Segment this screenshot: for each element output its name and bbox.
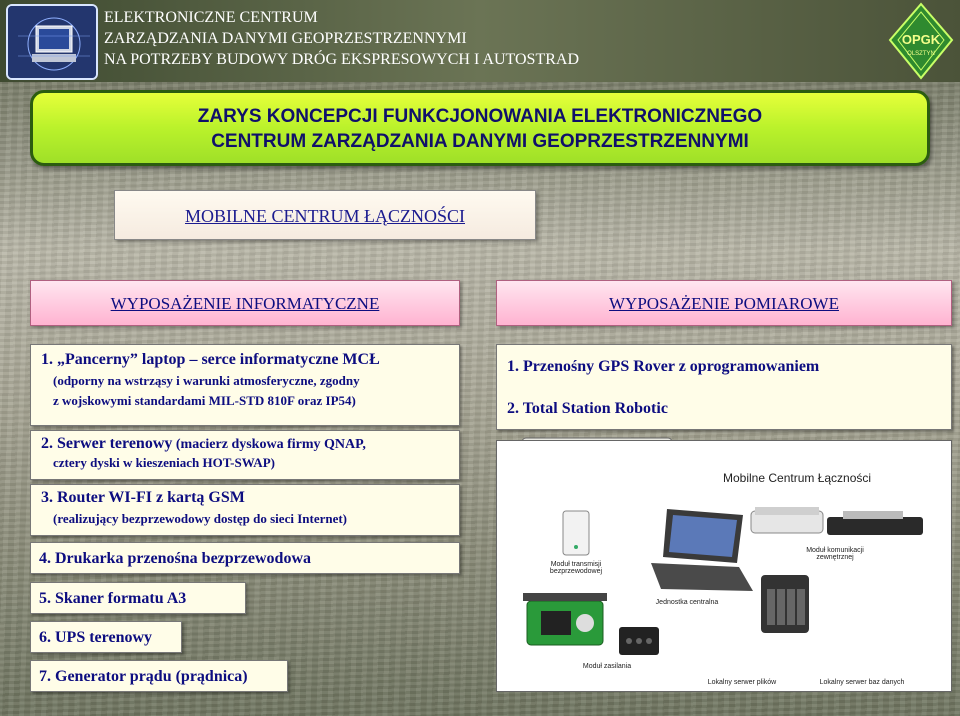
main-title-box — [30, 90, 930, 166]
main-title-line-1: ZARYS KONCEPCJI FUNKCJONOWANIA ELEKTRONICZNEGO — [197, 106, 763, 127]
measurement-list — [496, 344, 952, 430]
it-item-6: 6. UPS terenowy — [30, 621, 182, 653]
computer-logo-icon — [6, 4, 98, 80]
it-item-5: 5. Skaner formatu A3 — [30, 582, 246, 614]
generator-icon — [521, 589, 611, 653]
it-item-3-main: 3. Router WI-FI z kartą GSM — [41, 489, 245, 506]
it-item-3-sub1: (realizujący bezprzewodowy dostęp do sieci Internet) — [53, 511, 348, 526]
header-line-1: ELEKTRONICZNE CENTRUM — [104, 9, 318, 26]
header-line-3: NA POTRZEBY BUDOWY DRÓG EKSPRESOWYCH I AUTOSTRAD — [104, 51, 579, 68]
it-item-1-sub2: z wojskowymi standardami MIL-STD 810F oraz IP54) — [53, 393, 356, 408]
measure-item-1: 1. Przenośny GPS Rover z oprogramowaniem — [507, 358, 820, 375]
it-item-4: 4. Drukarka przenośna bezprzewodowa — [30, 542, 460, 574]
it-item-3 — [30, 484, 460, 536]
it-item-1-main: 1. „Pancerny” laptop – serce informatyczne MCŁ — [41, 351, 380, 368]
header-title — [104, 7, 579, 70]
scanner-icon — [747, 503, 827, 539]
opgk-logo-icon — [886, 2, 956, 80]
main-title-line-2: CENTRUM ZARZĄDZANIA DANYMI GEOPRZESTRZENNYMI — [211, 131, 749, 152]
mobile-center-box: MOBILNE CENTRUM ŁĄCZNOŚCI — [114, 190, 536, 240]
local-files-label: Lokalny serwer plików — [707, 679, 777, 686]
measure-item-2: 2. Total Station Robotic — [507, 400, 668, 417]
it-item-1 — [30, 344, 460, 426]
router-label: Moduł transmisji bezprzewodowej — [549, 561, 603, 575]
local-db-label: Lokalny serwer baz danych — [819, 679, 905, 686]
it-item-2-main-small: (macierz dyskowa firmy QNAP, — [172, 437, 366, 452]
it-item-1-sub1: (odporny na wstrząsy i warunki atmosferyczne, zgodny — [53, 373, 360, 388]
it-item-2-sub1: cztery dyski w kieszeniach HOT-SWAP) — [53, 455, 275, 470]
diagram-title: Mobilne Centrum Łączności — [723, 471, 872, 485]
comm-label: Moduł komunikacji zewnętrznej — [806, 547, 864, 561]
measurement-equipment-header: WYPOSAŻENIE POMIAROWE — [496, 280, 952, 326]
printer-icon — [823, 507, 927, 541]
power-label: Moduł zasilania — [582, 663, 632, 670]
it-item-7: 7. Generator prądu (prądnica) — [30, 660, 288, 692]
ups-icon — [617, 621, 661, 657]
it-item-2 — [30, 430, 460, 480]
it-equipment-header: WYPOSAŻENIE INFORMATYCZNE — [30, 280, 460, 326]
mobile-center-diagram — [496, 440, 952, 692]
laptop-icon — [647, 505, 757, 595]
logo-subtext: OLSZTYN — [907, 51, 935, 57]
logo-text: OPGK — [901, 32, 941, 47]
central-label: Jednostka centralna — [655, 599, 719, 606]
header-line-2: ZARZĄDZANIA DANYMI GEOPRZESTRZENNYMI — [104, 30, 467, 47]
server-icon — [759, 573, 811, 635]
it-item-2-main: 2. Serwer terenowy — [41, 435, 173, 452]
router-icon — [559, 507, 593, 559]
